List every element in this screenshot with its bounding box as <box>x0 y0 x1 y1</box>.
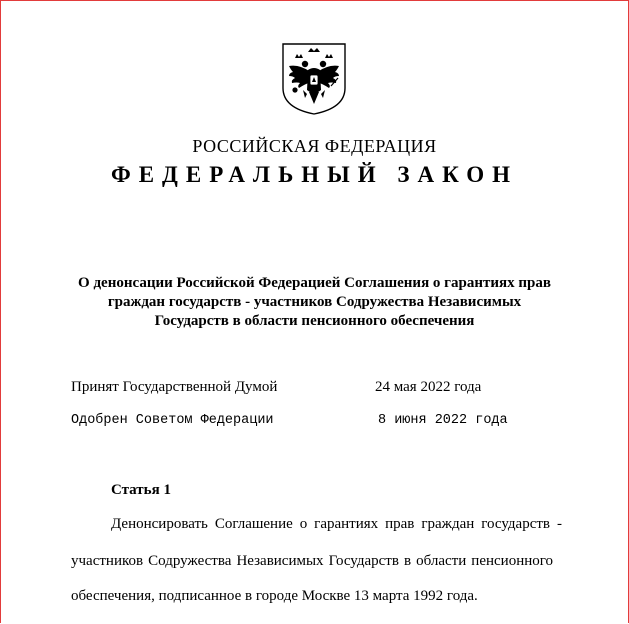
law-title-line: Государств в области пенсионного обеспечения <box>154 313 475 329</box>
law-title-line: О денонсации Российской Федерацией Соглашения о гарантиях прав <box>78 275 551 291</box>
article-text-line: участников Содружества Независимых Государств в области пенсионного <box>71 553 554 569</box>
duma-adoption-label: Принят Государственной Думой <box>71 379 278 395</box>
article-text-line: Денонсировать Соглашение о гарантиях прав граждан государств - <box>111 516 562 532</box>
council-approval-date: 8 июня 2022 года <box>378 413 508 428</box>
law-title <box>40 274 589 331</box>
council-approval-label: Одобрен Советом Федерации <box>71 413 274 428</box>
article-text-line: обеспечения, подписанное в городе Москве 13 марта 1992 года. <box>71 588 478 604</box>
document-type: ФЕДЕРАЛЬНЫЙ ЗАКОН <box>110 162 519 187</box>
country-name: РОССИЙСКАЯ ФЕДЕРАЦИЯ <box>192 136 437 156</box>
coat-of-arms-emblem <box>281 42 347 116</box>
law-title-line: граждан государств - участников Содружества Независимых <box>107 294 522 310</box>
duma-adoption-date: 24 мая 2022 года <box>375 379 482 395</box>
article-heading: Статья 1 <box>111 482 171 498</box>
